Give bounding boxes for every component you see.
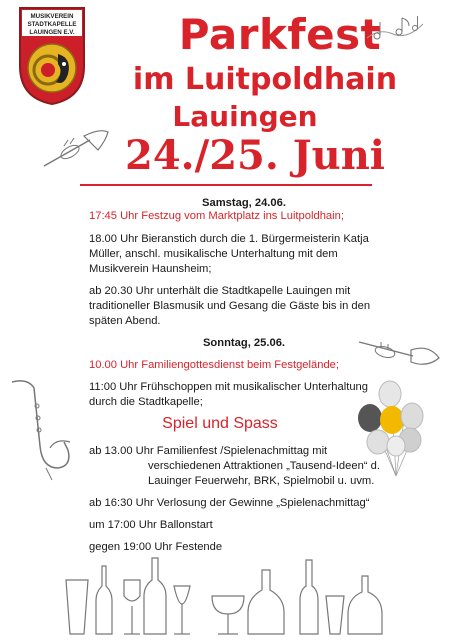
spiel-item-festende: gegen 19:00 Uhr Festende — [89, 541, 223, 553]
title-luitpoldhain: im Luitpoldhain — [132, 62, 398, 97]
title-lauingen: Lauingen — [172, 100, 318, 133]
sunday-heading: Sonntag, 25.06. — [202, 337, 286, 349]
logo-line-3: LAUINGEN E.V. — [29, 29, 75, 36]
saxophone-icon — [6, 376, 76, 486]
spiel-item-ballonstart: um 17:00 Uhr Ballonstart — [89, 519, 213, 531]
sun-item-gottesdienst: 10.00 Uhr Familiengottesdienst beim Festgelände; — [89, 359, 339, 371]
spiel-item-verlosung: ab 16:30 Uhr Verlosung der Gewinne „Spielenachmittag“ — [89, 497, 370, 509]
spiel-item-familienfest — [89, 444, 399, 489]
event-date: 24./25. Juni — [125, 132, 385, 179]
title-parkfest: Parkfest — [178, 10, 382, 59]
spiel-item-1-line-1: ab 13.00 Uhr Familienfest /Spielenachmittag mit — [89, 445, 328, 457]
trumpet-icon — [355, 332, 443, 372]
spiel-item-1-line-3: Lauinger Feuerwehr, BRK, Spielmobil u. uvm. — [148, 475, 375, 487]
logo-line-1: MUSIKVEREIN — [30, 13, 74, 20]
spiel-item-1-line-2: verschiedenen Attraktionen „Tausend-Ideen“ d. — [148, 460, 380, 472]
trumpet-icon — [40, 126, 112, 170]
music-notes-icon — [365, 14, 425, 48]
sat-item-stadtkapelle: ab 20.30 Uhr unterhält die Stadtkapelle Lauingen mit traditioneller Blasmusik und Gesang die Gäste bis in den späten Abend. — [89, 285, 371, 327]
spiel-heading: Spiel und Spass — [162, 415, 278, 432]
date-underline — [80, 184, 372, 186]
sat-item-bieranstich: 18.00 Uhr Bieranstich durch die 1. Bürgermeisterin Katja Müller, anschl. musikalische Unterhaltung mit dem Musikverein Haunsheim; — [89, 233, 369, 275]
bottles-glasses-icon — [62, 556, 392, 636]
logo-line-2: STADTKAPELLE — [27, 21, 77, 28]
sat-item-festzug: 17:45 Uhr Festzug vom Marktplatz ins Luitpoldhain; — [89, 210, 344, 222]
saturday-heading: Samstag, 24.06. — [202, 197, 286, 209]
sun-item-fruehschoppen: 11:00 Uhr Frühschoppen mit musikalischer Unterhaltung durch die Stadtkapelle; — [89, 381, 368, 408]
